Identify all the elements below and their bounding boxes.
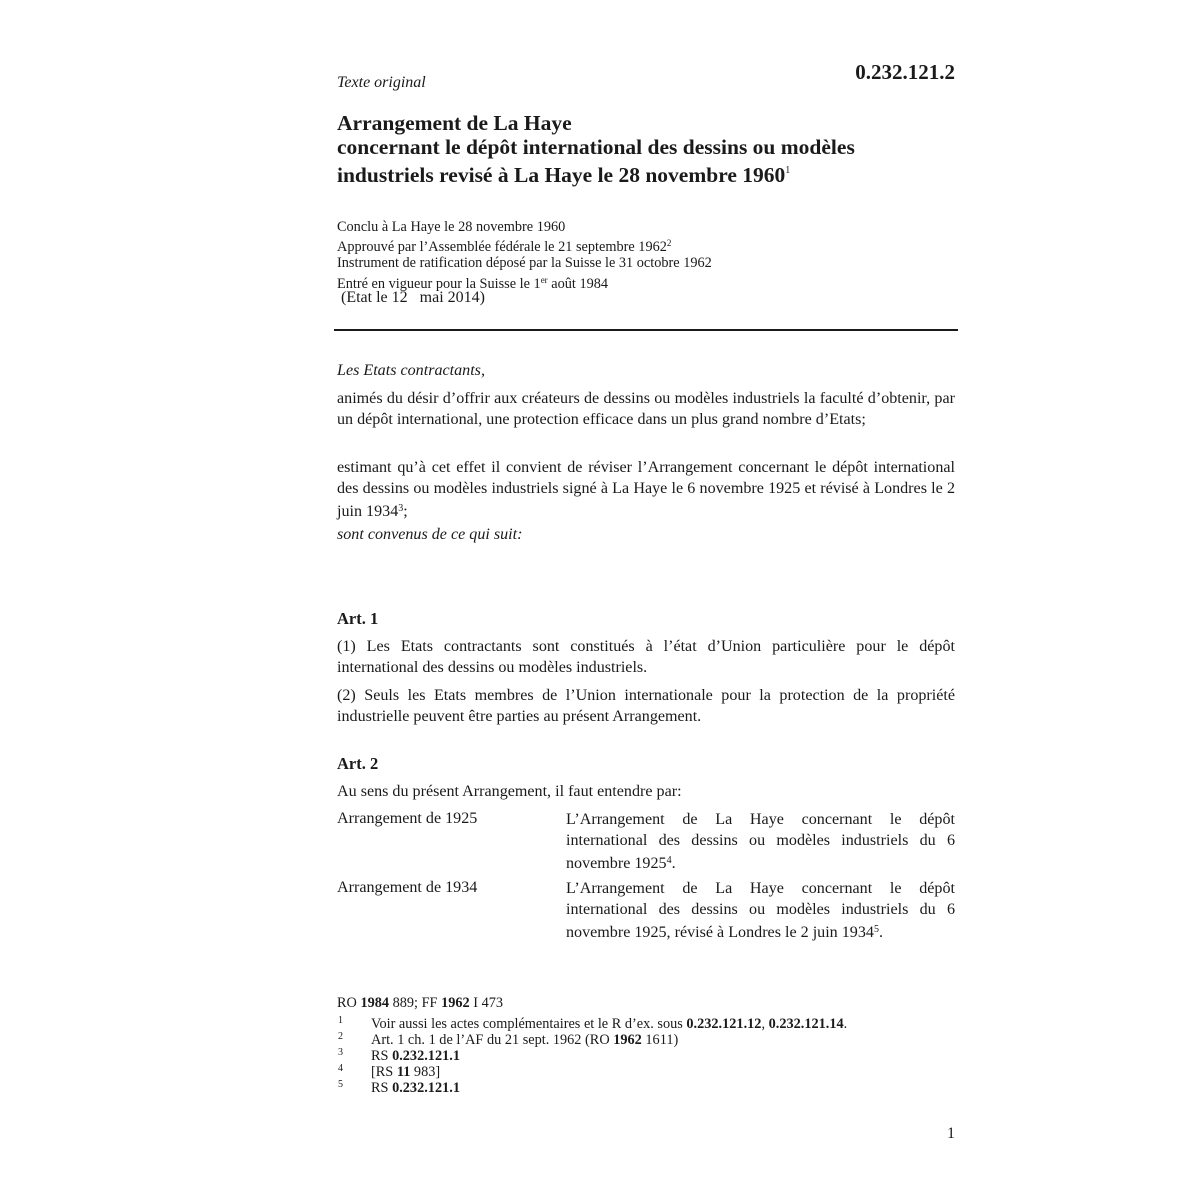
footnote-4-end: 983]: [410, 1064, 441, 1080]
title-line-1: Arrangement de La Haye: [337, 111, 572, 135]
preamble-agreed: sont convenus de ce qui suit:: [337, 526, 523, 543]
source-ff-page: I 473: [469, 995, 504, 1011]
footnote-2-end: 1611): [641, 1032, 679, 1048]
footnote-ref-2[interactable]: 2: [666, 238, 672, 249]
header-divider: [334, 329, 958, 331]
footnote-ref-1[interactable]: 1: [785, 165, 791, 176]
in-force-date: août 1984: [547, 275, 609, 292]
preamble-paragraph-1: animés du désir d’offrir aux créateurs de dessins ou modèles industriels la faculté d’obtenir, par un dépôt international, une protection efficace dans un plus grand nombre d’Etats;: [337, 390, 955, 428]
preamble-paragraph-2-text: estimant qu’à cet effet il convient de réviser l’Arrangement concernant le dépôt international des dessins ou modèles industriels signé à La Haye le 6 novembre 1925 et révisé à Londres le 2 juin 1934: [337, 459, 955, 520]
footnote-5-part-a: RS: [371, 1080, 393, 1096]
footnote-1-part-a: Voir aussi les actes complémentaires et le R d’ex. sous: [371, 1016, 687, 1032]
document-title: [337, 111, 957, 187]
footnote-1-end: .: [843, 1016, 848, 1032]
title-line-3-text: industriels revisé à La Haye le 28 novembre 1960: [337, 163, 786, 187]
footnote-5-text: [371, 1080, 460, 1097]
footnote-3-text: [371, 1048, 460, 1065]
definition-text-1934: [566, 879, 955, 944]
in-force-text: Entré en vigueur pour la Suisse le 1: [337, 275, 541, 292]
footnote-4-text: [371, 1064, 440, 1081]
footnote-1-ref-a[interactable]: 0.232.121.12: [686, 1016, 762, 1032]
enactment-metadata: [337, 219, 957, 292]
footnote-3-part-a: RS: [371, 1048, 393, 1064]
footnote-2-number: 2: [338, 1031, 343, 1042]
article-2-heading: Art. 2: [337, 754, 379, 773]
definition-text-1934-body: L’Arrangement de La Haye concernant le dépôt international des dessins ou modèles industriels du 6 novembre 1925, révisé à Londres le 2 juin 1934: [566, 880, 955, 941]
footnote-1-ref-b[interactable]: 0.232.121.14: [768, 1016, 844, 1032]
footnote-4-volume: 11: [396, 1064, 411, 1080]
article-1-paragraph-2: (2) Seuls les Etats membres de l’Union internationale pour la protection de la propriété industrielle peuvent être parties au présent Arrangement.: [337, 687, 955, 725]
footnote-1-text: [371, 1016, 847, 1033]
preamble-paragraph-2: [337, 458, 955, 523]
footnote-4-part-a: [RS: [371, 1064, 397, 1080]
article-2-intro: Au sens du présent Arrangement, il faut entendre par:: [337, 783, 682, 800]
ordinal-suffix: er: [540, 274, 548, 285]
preamble-parties: Les Etats contractants,: [337, 362, 485, 379]
footnote-ref-3[interactable]: 3: [398, 503, 404, 514]
footnote-2-part-a: Art. 1 ch. 1 de l’AF du 21 sept. 1962 (RO: [371, 1032, 614, 1048]
approved-text: Approuvé par l’Assemblée fédérale le 21 septembre 1962: [337, 239, 667, 256]
document-label: Texte original: [337, 74, 426, 91]
ratification-line: Instrument de ratification déposé par la Suisse le 31 octobre 1962: [337, 255, 712, 272]
definition-term-1925: Arrangement de 1925: [337, 810, 478, 827]
title-line-2: concernant le dépôt international des dessins ou modèles: [337, 135, 855, 159]
footnote-4-number: 4: [338, 1063, 343, 1074]
definition-text-1925-end: .: [671, 855, 676, 872]
definition-text-1934-end: .: [878, 924, 883, 941]
footnote-3-ref[interactable]: 0.232.121.1: [392, 1048, 460, 1064]
source-ro-label: RO: [337, 995, 361, 1011]
definition-text-1925: [566, 810, 955, 875]
definition-term-1934: Arrangement de 1934: [337, 879, 478, 896]
page-number: 1: [947, 1125, 955, 1142]
source-ff-year: 1962: [441, 995, 470, 1011]
footnote-source: [337, 995, 503, 1012]
footnote-2-year: 1962: [613, 1032, 642, 1048]
article-1-paragraph-1: (1) Les Etats contractants sont constitués à l’état d’Union particulière pour le dépôt international des dessins ou modèles industriels.: [337, 638, 955, 676]
title-line-3: [337, 159, 957, 187]
source-ro-year: 1984: [360, 995, 390, 1011]
footnote-ref-4[interactable]: 4: [666, 855, 672, 866]
footnote-1-separator: ,: [761, 1016, 769, 1032]
concluded-line: Conclu à La Haye le 28 novembre 1960: [337, 219, 566, 235]
source-ff-label: 889; FF: [389, 995, 442, 1011]
footnote-ref-5[interactable]: 5: [873, 924, 879, 935]
preamble-paragraph-2-end: ;: [403, 503, 408, 520]
article-1-heading: Art. 1: [337, 609, 379, 628]
footnote-5-number: 5: [338, 1079, 343, 1090]
status-date: (Etat le 12 mai 2014): [341, 289, 485, 306]
footnote-2-text: [371, 1032, 678, 1049]
footnote-5-ref[interactable]: 0.232.121.1: [392, 1080, 460, 1096]
approved-line: [337, 235, 957, 255]
definition-text-1925-body: L’Arrangement de La Haye concernant le dépôt international des dessins ou modèles industriels du 6 novembre 1925: [566, 811, 955, 872]
sr-number: 0.232.121.2: [855, 60, 955, 84]
footnote-3-number: 3: [338, 1047, 343, 1058]
footnote-1-number: 1: [338, 1015, 343, 1026]
